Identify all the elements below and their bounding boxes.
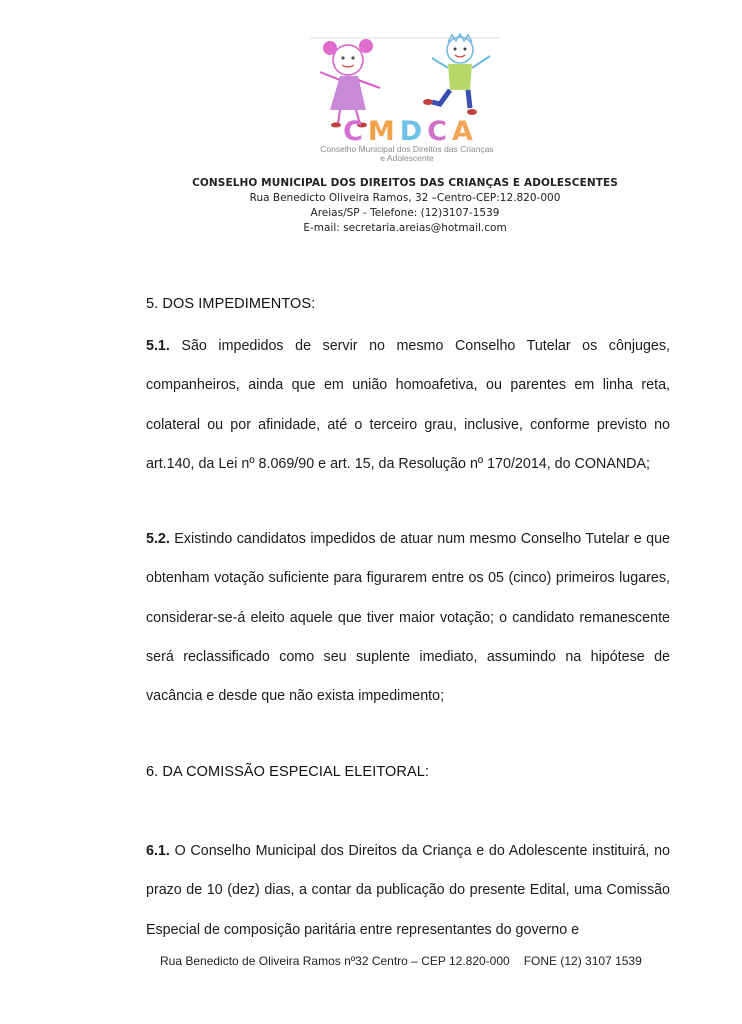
clause-number: 6.1. (146, 843, 170, 859)
clause-text: O Conselho Municipal dos Direitos da Criança e do Adolescente instituirá, no prazo de 10 (dez) dias, a contar da publicação do presente Edital, uma Comissão Especial de composição paritária entre representantes do governo e (146, 843, 670, 938)
council-title: CONSELHO MUNICIPAL DOS DIREITOS DAS CRIANÇAS E ADOLESCENTES (192, 177, 618, 189)
wordmark-letter: C (427, 116, 453, 147)
letterhead (160, 176, 650, 236)
section-5-heading: 5. DOS IMPEDIMENTOS: (146, 296, 316, 312)
page-footer (160, 954, 680, 968)
wordmark-letter: C (343, 116, 368, 147)
council-address: Rua Benedicto Oliveira Ramos, 32 –Centro-CEP:12.820-000 (249, 192, 561, 204)
clause-text: Existindo candidatos impedidos de atuar num mesmo Conselho Tutelar e que obtenham votação suficiente para figurarem entre os 05 (cinco) primeiros lugares, considerar-se-á eleito aquele que tiver maior votação; o candidato remanescente será reclassificado como seu suplente imediato, assumindo na hipótese de vacância e desde que não exista impedimento; (146, 531, 670, 705)
cmdca-wordmark (313, 117, 508, 147)
wordmark-letter: D (399, 116, 428, 147)
clause-number: 5.1. (146, 338, 170, 354)
council-city-phone: Areias/SP - Telefone: (12)3107-1539 (310, 207, 500, 219)
clause-5-2 (146, 520, 670, 716)
logo-subtitle: Conselho Municipal dos Direitos das Crianças e Adolescente (320, 144, 494, 163)
council-email: E-mail: secretaria.areias@hotmail.com (303, 222, 507, 234)
section-6-heading: 6. DA COMISSÃO ESPECIAL ELEITORAL: (146, 764, 430, 780)
wordmark-letter: M (367, 116, 400, 147)
clause-6-1 (146, 832, 670, 950)
clause-text: São impedidos de servir no mesmo Conselho Tutelar os cônjuges, companheiros, ainda que em união homoafetiva, ou parentes em linha reta, colateral ou por afinidade, até o terceiro grau, inclusive, conforme previsto no art.140, da Lei nº 8.069/90 e art. 15, da Resolução nº 170/2014, do CONANDA; (146, 338, 671, 472)
clause-number: 5.2. (146, 531, 170, 547)
footer-phone: FONE (12) 3107 1539 (523, 954, 642, 968)
girl-figure-icon (320, 39, 380, 128)
boy-figure-icon (423, 34, 490, 115)
clause-5-1 (146, 327, 670, 484)
wordmark-letter: A (452, 116, 478, 147)
footer-address: Rua Benedicto de Oliveira Ramos nº32 Centro – CEP 12.820-000 (160, 954, 510, 968)
